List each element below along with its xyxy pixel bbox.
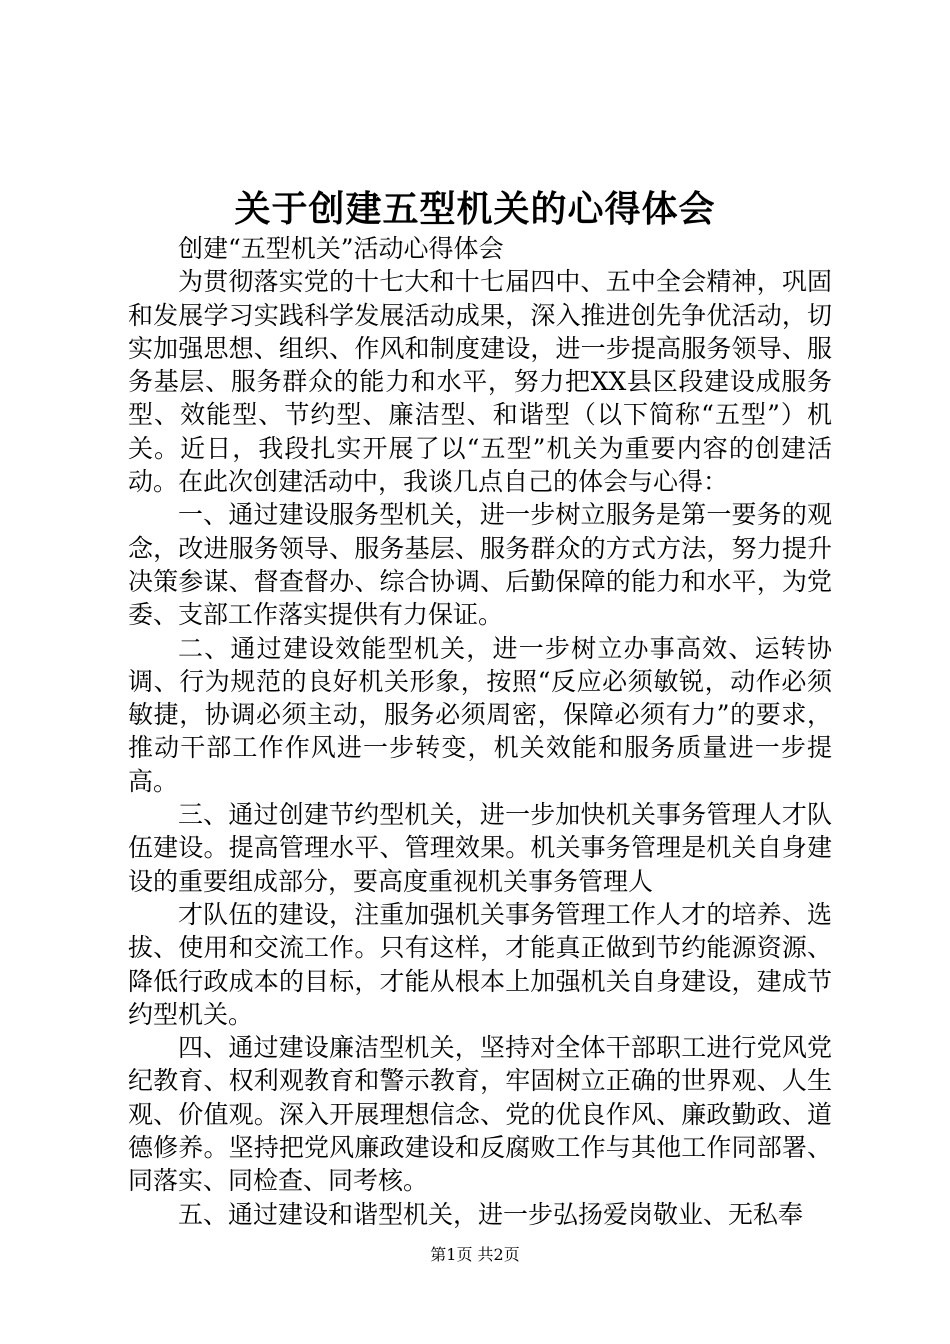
paragraph-service: 一、通过建设服务型机关，进一步树立服务是第一要务的观念，改进服务领导、服务基层、服务群众的方式方法，努力提升决策参谋、督查督办、综合协调、后勤保障的能力和水平，为党委、支部工作落实提供有力保证。: [128, 500, 832, 630]
document-title: 关于创建五型机关的心得体会: [234, 188, 716, 230]
paragraph-harmony: 五、通过建设和谐型机关，进一步弘扬爱岗敬业、无私奉: [178, 1199, 804, 1229]
paragraph-subtitle: 创建“五型机关”活动心得体会: [178, 234, 504, 263]
paragraph-frugal-part2: 才队伍的建设，注重加强机关事务管理工作人才的培养、选拔、使用和交流工作。只有这样，才能真正做到节约能源资源、降低行政成本的目标，才能从根本上加强机关自身建设，建成节约型机关。: [128, 899, 832, 1029]
paragraph-intro: 为贯彻落实党的十七大和十七届四中、五中全会精神，巩固和发展学习实践科学发展活动成果，深入推进创先争优活动，切实加强思想、组织、作风和制度建设，进一步提高服务领导、服务基层、服务群众的能力和水平，努力把XX县区段建设成服务型、效能型、节约型、廉洁型、和谐型（以下简称“五型”）机关。近日，我段扎实开展了以“五型”机关为重要内容的创建活动。在此次创建活动中，我谈几点自己的体会与心得：: [128, 267, 832, 497]
page-footer: 第1页 共2页: [430, 1245, 520, 1264]
paragraph-integrity: 四、通过建设廉洁型机关，坚持对全体干部职工进行党风党纪教育、权利观教育和警示教育，牢固树立正确的世界观、人生观、价值观。深入开展理想信念、党的优良作风、廉政勤政、道德修养。坚持把党风廉政建设和反腐败工作与其他工作同部署、同落实、同检查、同考核。: [128, 1033, 832, 1196]
paragraph-efficiency: 二、通过建设效能型机关，进一步树立办事高效、运转协调、行为规范的良好机关形象，按照“反应必须敏锐，动作必须敏捷，协调必须主动，服务必须周密，保障必须有力”的要求，推动干部工作作风进一步转变，机关效能和服务质量进一步提高。: [128, 633, 832, 796]
document-body: [128, 232, 832, 1231]
paragraph-frugal-part1: 三、通过创建节约型机关，进一步加快机关事务管理人才队伍建设。提高管理水平、管理效果。机关事务管理是机关自身建设的重要组成部分，要高度重视机关事务管理人: [128, 800, 832, 896]
